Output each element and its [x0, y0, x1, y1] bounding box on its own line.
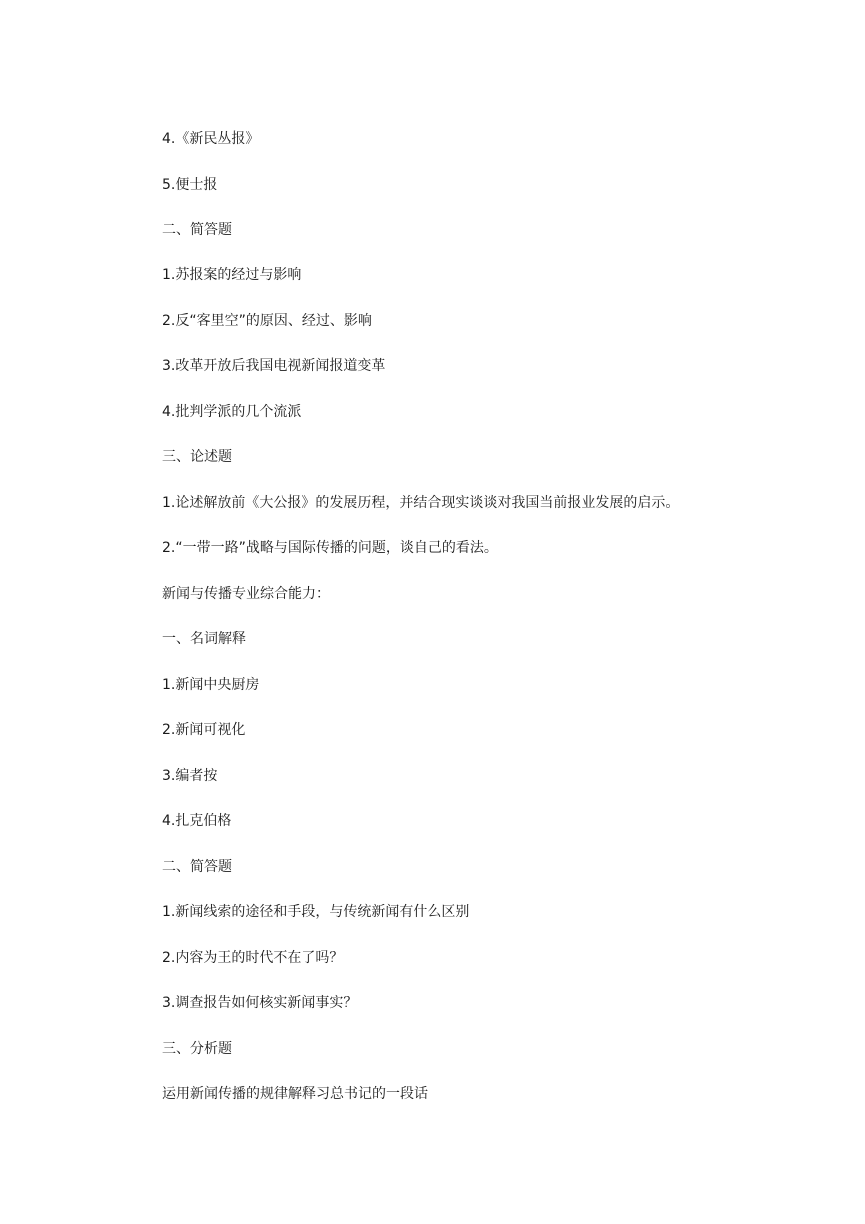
list-item-editors-note: 3.编者按: [162, 768, 218, 784]
list-item-zuckerberg: 4.扎克伯格: [162, 813, 232, 829]
section-heading-analysis: 三、分析题: [162, 1041, 232, 1057]
list-item-central-kitchen: 1.新闻中央厨房: [162, 677, 260, 693]
list-item-visualization: 2.新闻可视化: [162, 722, 246, 738]
list-item-penny-press: 5.便士报: [162, 177, 218, 193]
section-heading-terms: 一、名词解释: [162, 631, 246, 647]
section-heading-short-answer-2: 二、简答题: [162, 859, 232, 875]
list-item-tv-news-reform: 3.改革开放后我国电视新闻报道变革: [162, 358, 386, 374]
list-item-analysis-question: 运用新闻传播的规律解释习总书记的一段话: [162, 1086, 428, 1102]
list-item-content-is-king: 2.内容为王的时代不在了吗？: [162, 950, 344, 966]
list-item-news-leads: 1.新闻线索的途径和手段，与传统新闻有什么区别: [162, 904, 470, 920]
list-item-dagongbao: 1.论述解放前《大公报》的发展历程，并结合现实谈谈对我国当前报业发展的启示。: [162, 495, 680, 511]
list-item-anti-kelikong: 2.反“客里空”的原因、经过、影响: [162, 313, 372, 329]
list-item-subao-case: 1.苏报案的经过与影响: [162, 267, 302, 283]
list-item-fact-checking: 3.调查报告如何核实新闻事实？: [162, 995, 358, 1011]
list-item-xinmin-congbao: 4.《新民丛报》: [162, 131, 260, 147]
section-heading-essay: 三、论述题: [162, 449, 232, 465]
section-heading-short-answer: 二、简答题: [162, 222, 232, 238]
subject-heading: 新闻与传播专业综合能力：: [162, 586, 330, 602]
list-item-critical-school: 4.批判学派的几个流派: [162, 404, 302, 420]
list-item-belt-and-road: 2.“一带一路”战略与国际传播的问题，谈自己的看法。: [162, 540, 498, 556]
